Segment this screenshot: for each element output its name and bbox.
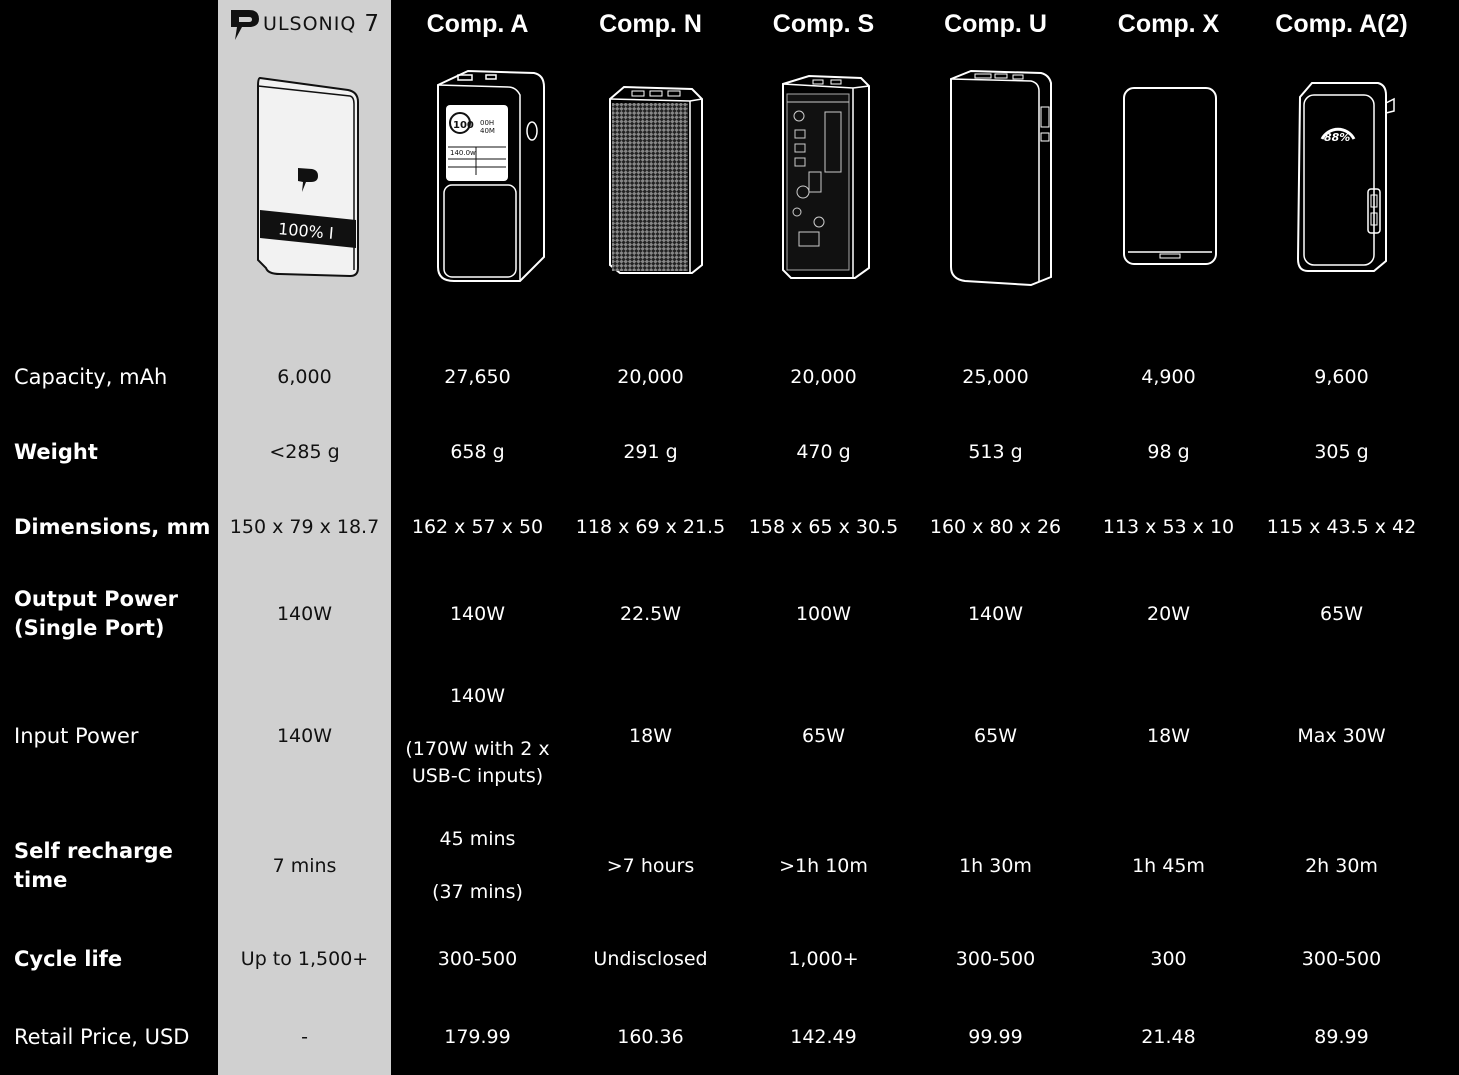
comp-x-product-image — [1082, 62, 1255, 292]
cell-text: (170W with 2 x USB-C inputs) — [405, 737, 550, 787]
cell-comp-x-row-0 — [1082, 362, 1255, 392]
cell-comp-n-row-3 — [564, 599, 737, 629]
pulsoniq-logo-icon — [229, 6, 261, 42]
cell-comp-a2-row-4 — [1255, 680, 1428, 792]
comp-u-product-image — [909, 62, 1082, 292]
cell-text: >7 hours — [606, 854, 695, 877]
cell-text: 113 x 53 x 10 — [1102, 515, 1235, 538]
cell-text: 140W — [276, 602, 333, 625]
cell-pulsoniq7-row-7 — [218, 1022, 391, 1052]
cell-comp-a-row-6 — [391, 944, 564, 974]
cell-text: 179.99 — [444, 1025, 511, 1048]
cell-comp-n-row-6 — [564, 944, 737, 974]
cell-comp-s-row-3 — [737, 599, 910, 629]
cell-text: 20,000 — [617, 365, 684, 388]
row-label-capacity: Capacity, mAh — [14, 364, 168, 389]
row-label-input-power: Input Power — [14, 723, 139, 748]
cell-comp-x-row-7 — [1082, 1022, 1255, 1052]
cell-comp-a2-row-5 — [1255, 818, 1428, 914]
brand-name: ULSONIQ — [263, 13, 357, 35]
cell-comp-n-row-0 — [564, 362, 737, 392]
cell-text: 470 g — [796, 440, 851, 463]
cell-text: 115 x 43.5 x 42 — [1266, 515, 1417, 538]
cell-text: 20W — [1147, 602, 1190, 625]
cell-text: 150 x 79 x 18.7 — [229, 515, 380, 538]
cell-text: 100W — [795, 602, 852, 625]
header-comp-a2: Comp. A(2) — [1275, 9, 1408, 38]
header-comp-n: Comp. N — [599, 9, 702, 38]
cell-text: 140W — [967, 602, 1024, 625]
cell-text: 158 x 65 x 30.5 — [748, 515, 899, 538]
cell-comp-n-row-1 — [564, 437, 737, 467]
cell-text: 140W — [276, 724, 333, 747]
svg-text:140.0w: 140.0w — [449, 149, 476, 157]
cell-text: 300-500 — [437, 947, 518, 970]
cell-comp-x-row-2 — [1082, 512, 1255, 542]
row-label-weight: Weight — [14, 439, 98, 464]
cell-text: 99.99 — [968, 1025, 1023, 1048]
cell-pulsoniq7-row-5 — [218, 818, 391, 914]
cell-text: 160 x 80 x 26 — [929, 515, 1062, 538]
cell-text: >1h 10m — [779, 854, 868, 877]
cell-text: - — [301, 1025, 308, 1048]
row-label-self-recharge-time: Self recharge time — [14, 839, 173, 892]
cell-comp-s-row-0 — [737, 362, 910, 392]
cell-comp-x-row-5 — [1082, 818, 1255, 914]
row-label-output-power: Output Power (Single Port) — [14, 587, 178, 640]
cell-comp-x-row-6 — [1082, 944, 1255, 974]
header-comp-s: Comp. S — [772, 9, 875, 38]
brand-model-number: 7 — [364, 11, 380, 37]
cell-comp-x-row-3 — [1082, 599, 1255, 629]
cell-text: 1h 45m — [1132, 854, 1205, 877]
cell-text: 6,000 — [277, 365, 332, 388]
cell-comp-s-row-1 — [737, 437, 910, 467]
cell-comp-a2-row-1 — [1255, 437, 1428, 467]
cell-pulsoniq7-row-0 — [218, 362, 391, 392]
cell-text: 65W — [802, 724, 845, 747]
cell-text: 160.36 — [617, 1025, 684, 1048]
cell-comp-a-row-0 — [391, 362, 564, 392]
row-label-retail-price: Retail Price, USD — [14, 1024, 190, 1049]
cell-text: 27,650 — [444, 365, 511, 388]
pulsoniq-brand-header — [218, 0, 391, 48]
header-comp-x: Comp. X — [1117, 9, 1220, 38]
cell-text: 4,900 — [1141, 365, 1196, 388]
cell-comp-a2-row-0 — [1255, 362, 1428, 392]
cell-text: 658 g — [450, 440, 505, 463]
cell-comp-n-row-4 — [564, 680, 737, 792]
cell-pulsoniq7-row-6 — [218, 944, 391, 974]
comp-s-product-image — [737, 62, 910, 292]
cell-text: 20,000 — [790, 365, 857, 388]
comp-a-product-image — [391, 62, 564, 292]
cell-text: 45 mins — [439, 828, 516, 850]
cell-text: 22.5W — [619, 602, 682, 625]
cell-comp-a2-row-7 — [1255, 1022, 1428, 1052]
svg-text:100: 100 — [452, 120, 474, 131]
header-comp-u: Comp. U — [944, 9, 1047, 38]
cell-text: 305 g — [1314, 440, 1369, 463]
cell-comp-s-row-6 — [737, 944, 910, 974]
cell-text: 118 x 69 x 21.5 — [575, 515, 726, 538]
cell-text: 25,000 — [962, 365, 1029, 388]
svg-text:100% I: 100% I — [276, 219, 334, 243]
cell-comp-n-row-2 — [564, 512, 737, 542]
cell-comp-s-row-2 — [737, 512, 910, 542]
row-label-cycle-life: Cycle life — [14, 946, 123, 971]
cell-text: 89.99 — [1314, 1025, 1369, 1048]
cell-pulsoniq7-row-4 — [218, 680, 391, 792]
cell-comp-u-row-1 — [909, 437, 1082, 467]
cell-comp-u-row-5 — [909, 818, 1082, 914]
cell-comp-x-row-4 — [1082, 680, 1255, 792]
cell-text: 65W — [974, 724, 1017, 747]
cell-comp-a2-row-6 — [1255, 944, 1428, 974]
cell-text: 162 x 57 x 50 — [411, 515, 544, 538]
cell-pulsoniq7-row-3 — [218, 599, 391, 629]
cell-text: Undisclosed — [593, 947, 708, 970]
cell-text: 140W — [449, 684, 506, 707]
header-comp-a: Comp. A — [426, 9, 529, 38]
cell-comp-u-row-4 — [909, 680, 1082, 792]
cell-text: 98 g — [1147, 440, 1190, 463]
cell-text: 1,000+ — [788, 947, 859, 970]
svg-text:40M: 40M — [479, 127, 495, 135]
cell-text: 142.49 — [790, 1025, 857, 1048]
cell-comp-u-row-2 — [909, 512, 1082, 542]
cell-text: 1h 30m — [959, 854, 1032, 877]
cell-text: 291 g — [623, 440, 678, 463]
cell-comp-u-row-7 — [909, 1022, 1082, 1052]
cell-text: 18W — [1147, 724, 1190, 747]
cell-comp-a2-row-2 — [1255, 512, 1428, 542]
cell-comp-u-row-3 — [909, 599, 1082, 629]
cell-comp-n-row-7 — [564, 1022, 737, 1052]
comp-a2-product-image — [1255, 62, 1428, 292]
row-label-dimensions: Dimensions, mm — [14, 514, 211, 539]
cell-text: 21.48 — [1141, 1025, 1196, 1048]
cell-text: 9,600 — [1314, 365, 1369, 388]
cell-text: 65W — [1320, 602, 1363, 625]
cell-comp-a-row-3 — [391, 599, 564, 629]
cell-pulsoniq7-row-1 — [218, 437, 391, 467]
cell-comp-u-row-0 — [909, 362, 1082, 392]
cell-comp-a-row-5 — [391, 818, 564, 914]
cell-comp-a-row-7 — [391, 1022, 564, 1052]
svg-text:88%: 88% — [1323, 131, 1350, 144]
cell-text: 2h 30m — [1305, 854, 1378, 877]
cell-comp-x-row-1 — [1082, 437, 1255, 467]
cell-comp-n-row-5 — [564, 818, 737, 914]
cell-comp-u-row-6 — [909, 944, 1082, 974]
cell-text: Max 30W — [1297, 724, 1386, 747]
cell-text: 300-500 — [1301, 947, 1382, 970]
cell-comp-a-row-1 — [391, 437, 564, 467]
cell-text: 18W — [629, 724, 672, 747]
cell-comp-a-row-2 — [391, 512, 564, 542]
cell-comp-s-row-7 — [737, 1022, 910, 1052]
pulsoniq-product-image — [218, 62, 391, 292]
cell-comp-s-row-5 — [737, 818, 910, 914]
cell-text: 140W — [449, 602, 506, 625]
comp-n-product-image — [564, 62, 737, 292]
cell-text: Up to 1,500+ — [240, 947, 369, 970]
cell-text: 7 mins — [272, 854, 337, 877]
cell-text: 513 g — [968, 440, 1023, 463]
cell-comp-s-row-4 — [737, 680, 910, 792]
cell-text: 300 — [1150, 947, 1187, 970]
svg-text:00H: 00H — [479, 119, 494, 127]
cell-comp-a2-row-3 — [1255, 599, 1428, 629]
cell-comp-a-row-4 — [391, 680, 564, 792]
cell-text: 300-500 — [955, 947, 1036, 970]
cell-text: <285 g — [269, 440, 340, 463]
cell-pulsoniq7-row-2 — [218, 512, 391, 542]
cell-text: (37 mins) — [432, 881, 523, 903]
